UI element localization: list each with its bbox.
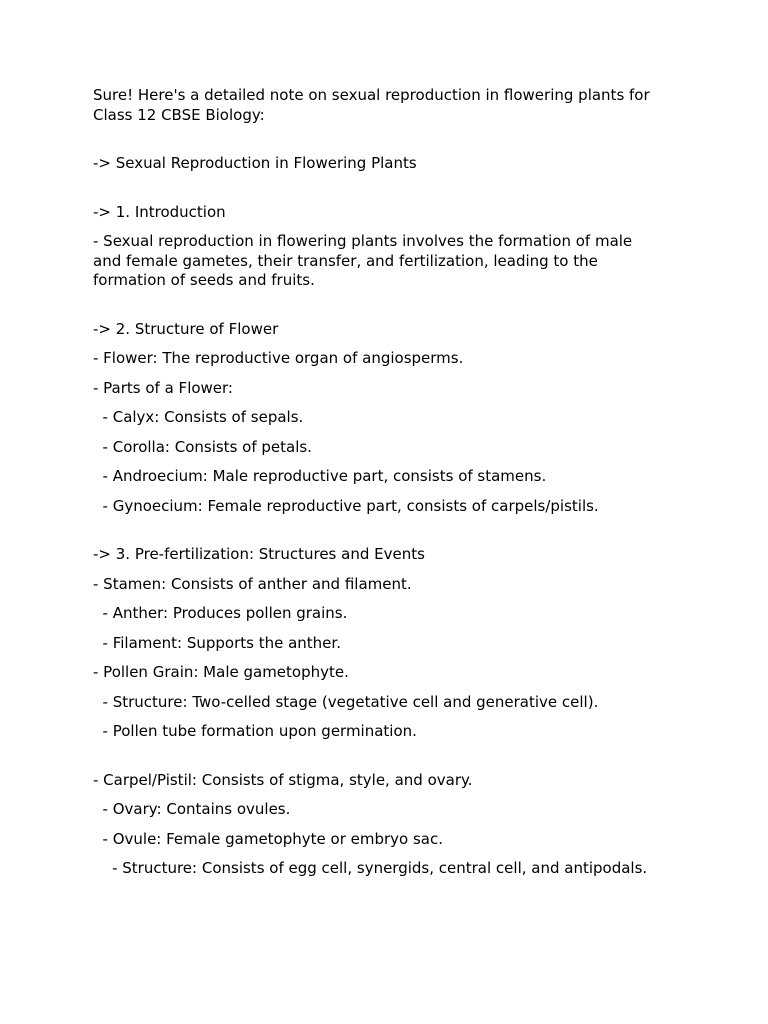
section-heading — [93, 203, 693, 223]
list-item: - Stamen: Consists of anther and filament. — [93, 574, 412, 593]
introduction-paragraph — [93, 232, 693, 291]
intro-paragraph — [93, 86, 693, 125]
intro-line: Sure! Here's a detailed note on sexual reproduction in flowering plants for — [93, 86, 650, 104]
title-line: -> Sexual Reproduction in Flowering Plants — [93, 154, 417, 172]
paragraph-line: formation of seeds and fruits. — [93, 271, 315, 289]
list-item: - Structure: Consists of egg cell, synergids, central cell, and antipodals. — [93, 859, 648, 877]
document-title — [93, 154, 693, 174]
list-item: - Androecium: Male reproductive part, consists of stamens. — [93, 467, 547, 485]
list-item: - Gynoecium: Female reproductive part, consists of carpels/pistils. — [93, 496, 599, 515]
heading-structure: -> 2. Structure of Flower — [93, 319, 279, 338]
paragraph-line: and female gametes, their transfer, and fertilization, leading to the — [93, 251, 598, 270]
list-item: - Ovary: Contains ovules. — [93, 800, 291, 818]
list-item: - Structure: Two-celled stage (vegetative cell and generative cell). — [93, 692, 599, 711]
list-item: - Parts of a Flower: — [93, 378, 233, 397]
heading-introduction: -> 1. Introduction — [93, 202, 226, 221]
heading-prefertilization: -> 3. Pre-fertilization: Structures and Events — [93, 545, 425, 563]
list-item: - Carpel/Pistil: Consists of stigma, style, and ovary. — [93, 770, 473, 789]
paragraph-line: - Sexual reproduction in flowering plants involves the formation of male — [93, 232, 633, 250]
list-item: - Filament: Supports the anther. — [93, 633, 341, 652]
list-item: - Ovule: Female gametophyte or embryo sac. — [93, 829, 444, 848]
list-item: - Pollen tube formation upon germination. — [93, 722, 417, 740]
list-item: - Flower: The reproductive organ of angiosperms. — [93, 349, 464, 367]
list-item: - Pollen Grain: Male gametophyte. — [93, 663, 349, 681]
list-item: - Calyx: Consists of sepals. — [93, 408, 304, 426]
list-item: - Anther: Produces pollen grains. — [93, 604, 348, 622]
intro-line: Class 12 CBSE Biology: — [93, 105, 265, 124]
section-heading — [93, 320, 693, 340]
section-heading — [93, 545, 693, 565]
document-page — [93, 86, 693, 889]
list-item: - Corolla: Consists of petals. — [93, 437, 312, 456]
